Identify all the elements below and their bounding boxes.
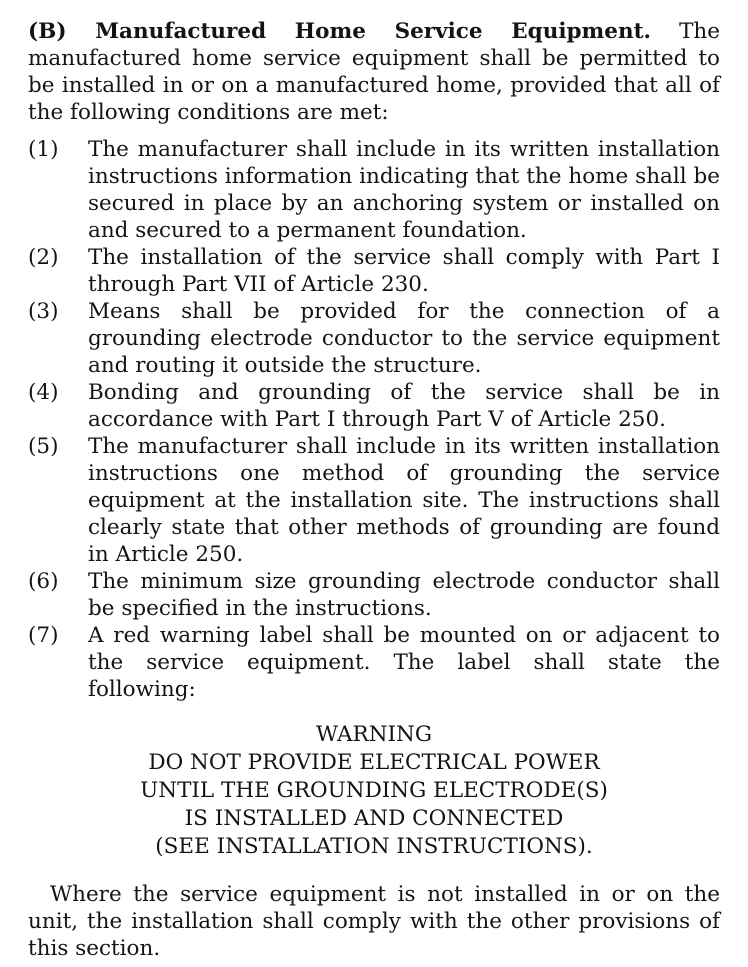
condition-number: (7)	[28, 623, 59, 648]
conditions-list	[28, 136, 720, 703]
warning-label-line: WARNING	[315, 722, 433, 747]
document-page	[28, 18, 720, 962]
condition-text: A red warning label shall be mounted on or adjacent to the service equipment. The label shall state the following:	[88, 623, 720, 702]
condition-text: Means shall be provided for the connection of a grounding electrode conductor to the service equipment and routing it outside the structure.	[88, 299, 720, 378]
condition-number: (6)	[28, 569, 59, 594]
condition-number: (1)	[28, 137, 59, 162]
warning-label-block	[28, 721, 720, 861]
condition-item	[28, 568, 720, 622]
condition-item	[28, 244, 720, 298]
closing-paragraph: Where the service equipment is not installed in or on the unit, the installation shall comply with the other provisions of this section.	[28, 882, 720, 961]
condition-number: (2)	[28, 245, 59, 270]
warning-label-line: IS INSTALLED AND CONNECTED	[184, 806, 564, 831]
condition-text: Bonding and grounding of the service shall be in accordance with Part I through Part V of Article 250.	[88, 380, 720, 432]
warning-label-line: DO NOT PROVIDE ELECTRICAL POWER	[148, 750, 600, 775]
warning-label-line: UNTIL THE GROUNDING ELECTRODE(S)	[140, 778, 608, 803]
section-intro-paragraph	[28, 18, 720, 126]
condition-text: The minimum size grounding electrode conductor shall be specified in the instructions.	[88, 569, 720, 621]
condition-item	[28, 433, 720, 568]
condition-item	[28, 379, 720, 433]
condition-text: The manufacturer shall include in its written installation instructions information indicating that the home shall be secured in place by an anchoring system or installed on and secured to a permanent foundation.	[88, 137, 720, 243]
condition-number: (3)	[28, 299, 59, 324]
condition-number: (4)	[28, 380, 59, 405]
condition-text: The manufacturer shall include in its written installation instructions one method of grounding the service equipment at the installation site. The instructions shall clearly state that other methods of grounding are found in Article 250.	[88, 434, 720, 567]
warning-label-line: (SEE INSTALLATION INSTRUCTIONS).	[155, 834, 593, 859]
condition-item	[28, 298, 720, 379]
section-intro-text: The manufactured home service equipment shall be permitted to be installed in or on a manufactured home, provided that all of the following conditions are met:	[28, 19, 720, 125]
section-heading: (B) Manufactured Home Service Equipment.	[28, 19, 652, 44]
condition-item	[28, 622, 720, 703]
condition-item	[28, 136, 720, 244]
condition-number: (5)	[28, 434, 59, 459]
condition-text: The installation of the service shall comply with Part I through Part VII of Article 230.	[88, 245, 720, 297]
